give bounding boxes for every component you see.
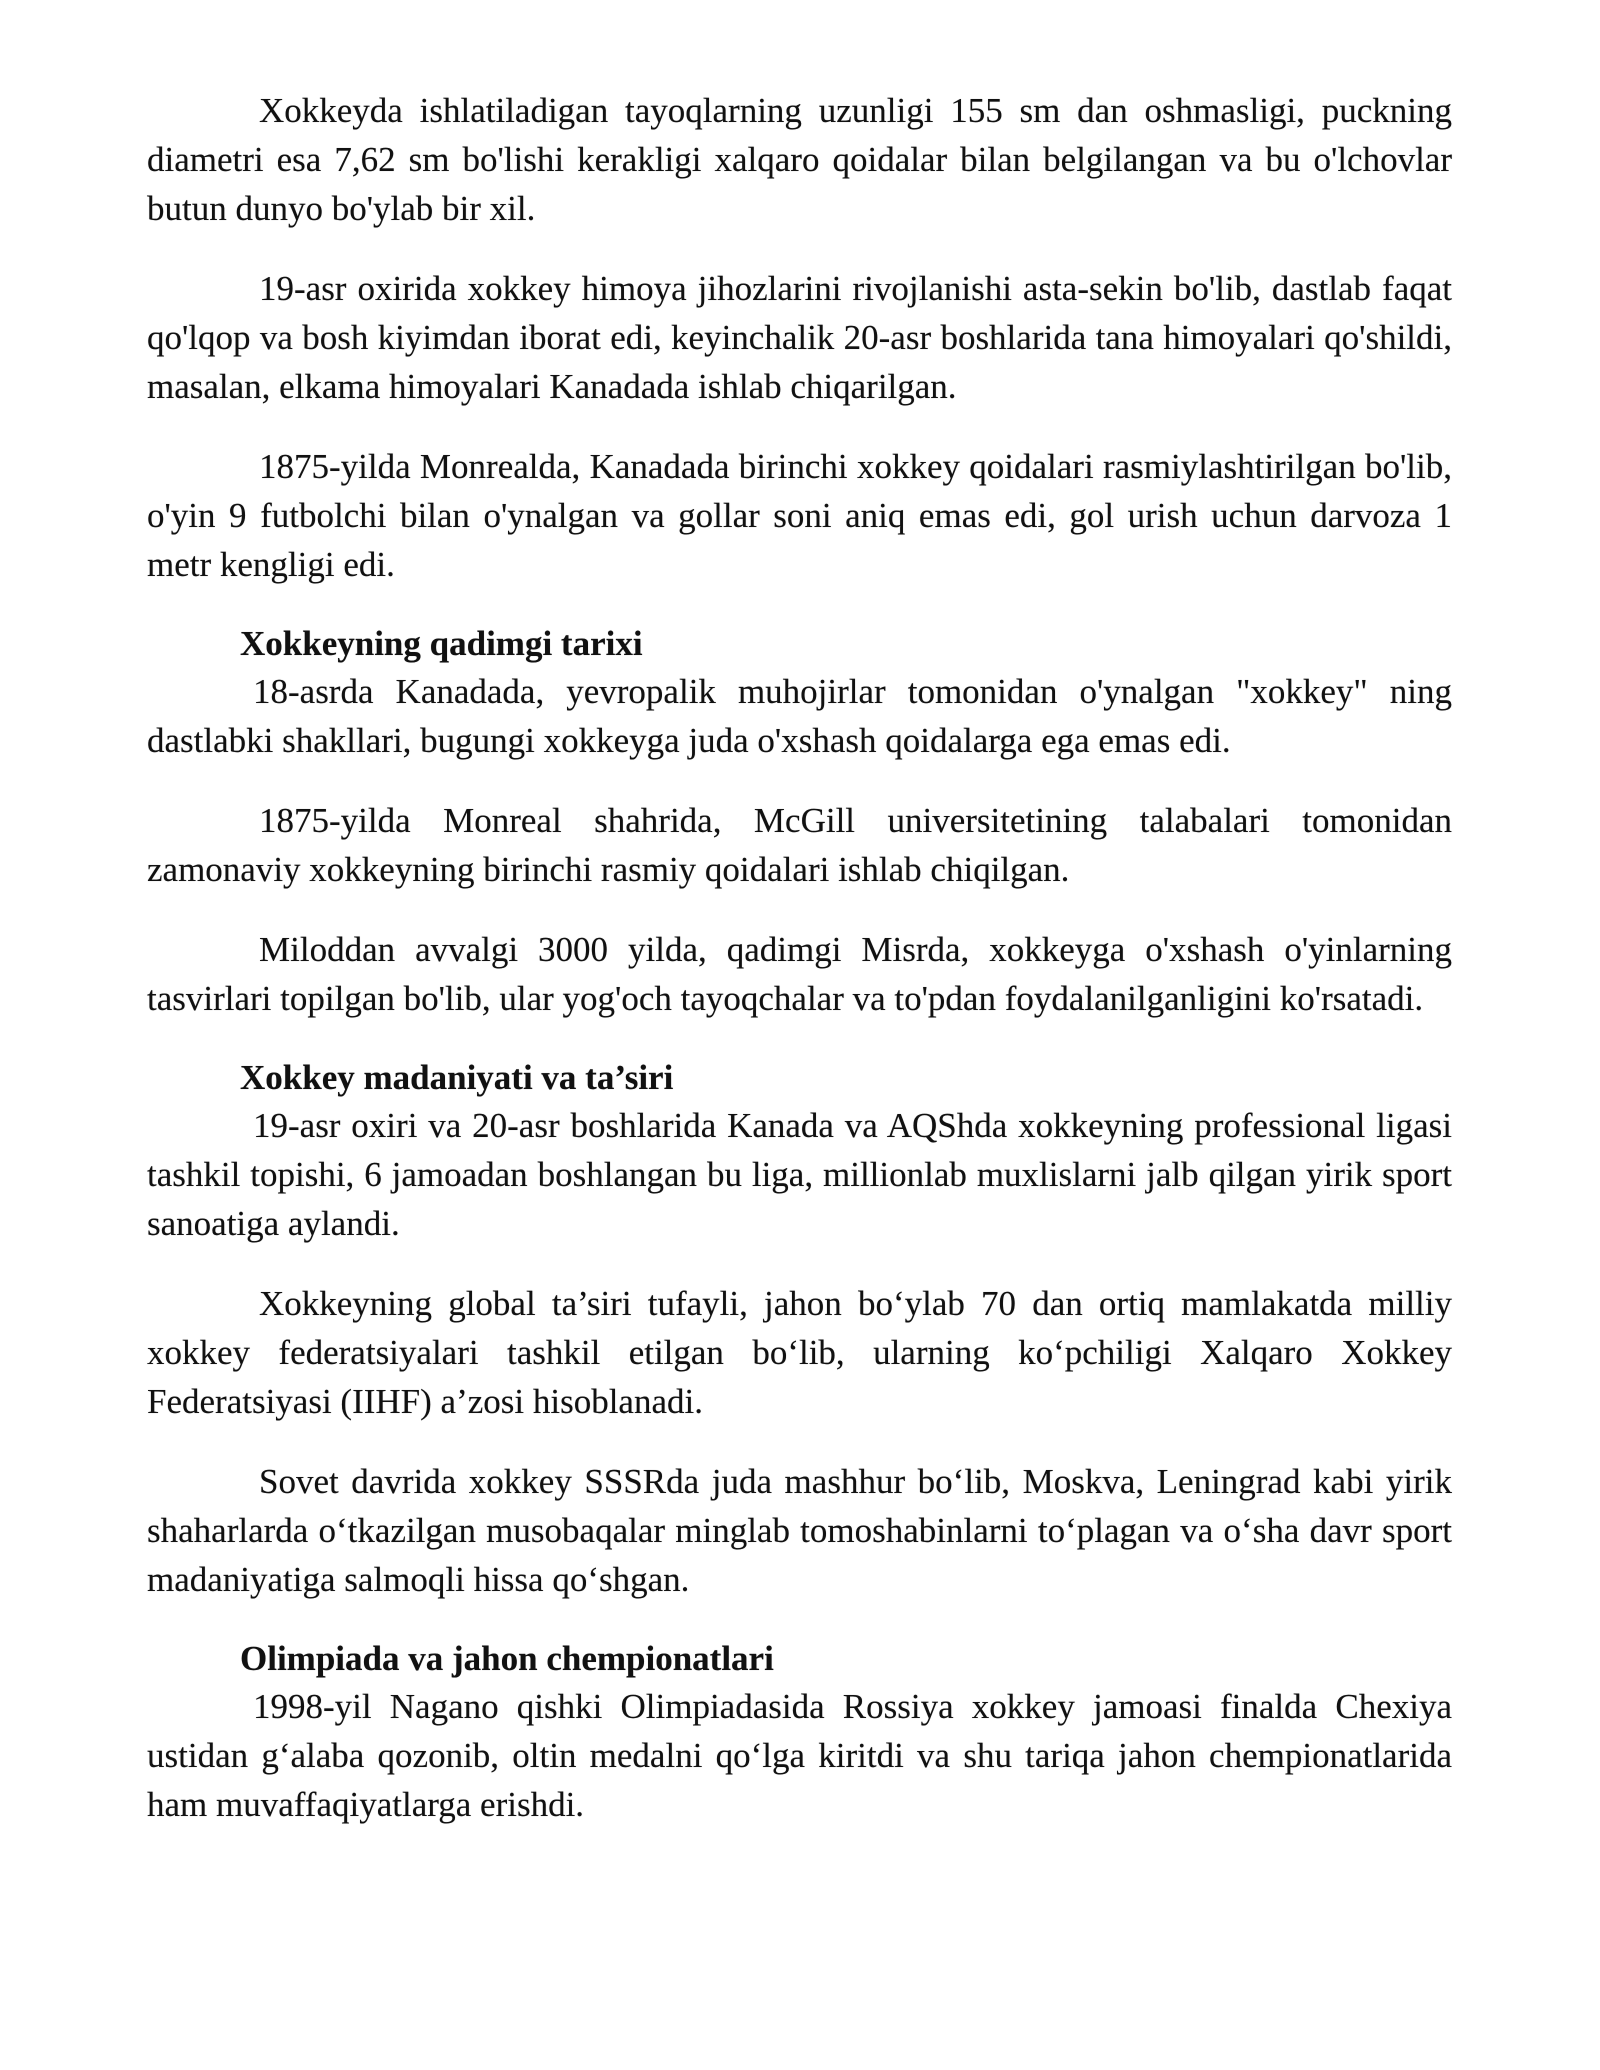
paragraph-stick-and-puck-dimensions: Xokkeyda ishlatiladigan tayoqlarning uzunligi 155 sm dan oshmasligi, puckning diametri esa 7,62 sm bo'lishi kerakligi xalqaro qoidalar bilan belgilangan va bu o'lchovlar butun dunyo bo'ylab bir xil. — [147, 91, 1452, 228]
paragraph-global-influence: Xokkeyning global ta’siri tufayli, jahon bo‘ylab 70 dan ortiq mamlakatda milliy xokkey federatsiyalari tashkil etilgan bo‘lib, ularning ko‘pchiligi Xalqaro Xokkey Federatsiyasi (IIHF) a’zosi hisoblanadi. — [147, 1284, 1452, 1421]
paragraph-professional-league: 19-asr oxiri va 20-asr boshlarida Kanada va AQShda xokkeyning professional ligasi tashkil topishi, 6 jamoadan boshlangan bu liga, millionlab muxlislarni jalb qilgan yirik sport sanoatiga aylandi. — [147, 1106, 1452, 1243]
paragraph-soviet-era: Sovet davrida xokkey SSSRda juda mashhur bo‘lib, Moskva, Leningrad kabi yirik shaharlarda o‘tkazilgan musobaqalar minglab tomoshabinlarni to‘plagan va o‘sha davr sport madaniyatiga salmoqli hissa qo‘shgan. — [147, 1462, 1452, 1599]
section-heading-ancient-history: Xokkeyning qadimgi tarixi — [240, 624, 643, 663]
section-heading-olympics-and-championships: Olimpiada va jahon chempionatlari — [240, 1639, 774, 1678]
paragraph-nagano-1998: 1998-yil Nagano qishki Olimpiadasida Rossiya xokkey jamoasi finalda Chexiya ustidan g‘alaba qozonib, oltin medalni qo‘lga kiritdi va shu tariqa jahon chempionatlarida ham muvaffaqiyatlarga erishdi. — [147, 1687, 1452, 1824]
paragraph-montreal-rules-1875: 1875-yilda Monrealda, Kanadada birinchi xokkey qoidalari rasmiylashtirilgan bo'lib, o'yin 9 futbolchi bilan o'ynalgan va gollar soni aniq emas edi, gol urish uchun darvoza 1 metr kengligi edi. — [147, 447, 1452, 584]
section-heading-culture-and-influence: Xokkey madaniyati va ta’siri — [240, 1058, 674, 1097]
paragraph-protective-equipment: 19-asr oxirida xokkey himoya jihozlarini rivojlanishi asta-sekin bo'lib, dastlab faqat qo'lqop va bosh kiyimdan iborat edi, keyinchalik 20-asr boshlarida tana himoyalari qo'shildi, masalan, elkama himoyalari Kanadada ishlab chiqarilgan. — [147, 269, 1452, 406]
paragraph-mcgill-rules: 1875-yilda Monreal shahrida, McGill universitetining talabalari tomonidan zamonaviy xokkeyning birinchi rasmiy qoidalari ishlab chiqilgan. — [147, 801, 1452, 889]
paragraph-ancient-egypt: Miloddan avvalgi 3000 yilda, qadimgi Misrda, xokkeyga o'xshash o'yinlarning tasvirlari topilgan bo'lib, ular yog'och tayoqchalar va to'pdan foydalanilganligini ko'rsatadi. — [147, 930, 1452, 1018]
paragraph-18th-century-canada: 18-asrda Kanadada, yevropalik muhojirlar tomonidan o'ynalgan "xokkey" ning dastlabki shakllari, bugungi xokkeyga juda o'xshash qoidalarga ega emas edi. — [147, 672, 1452, 760]
document-page — [147, 86, 1452, 1860]
